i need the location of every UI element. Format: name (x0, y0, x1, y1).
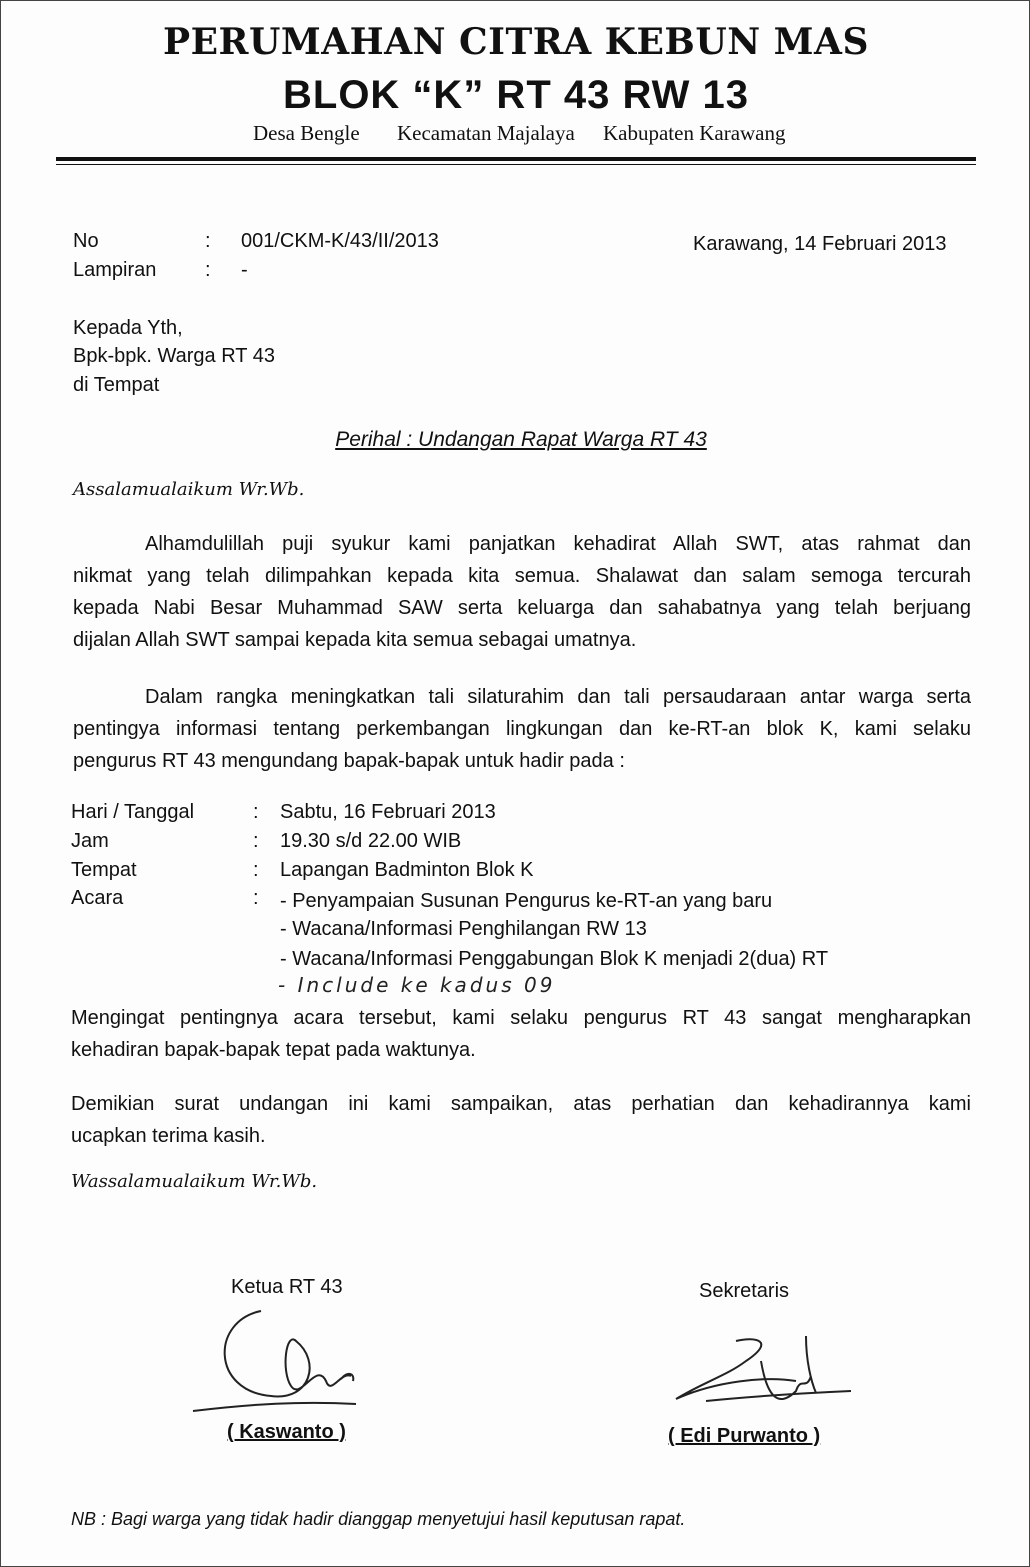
agenda-item: - Wacana/Informasi Penghilangan RW 13 (280, 918, 647, 940)
no-colon: : (205, 230, 211, 252)
footnote: NB : Bagi warga yang tidak hadir dianggap menyetujui hasil keputusan rapat. (71, 1509, 686, 1529)
paragraph-purpose-line: pentingya informasi tentang perkembangan lingkungan dan ke-RT-an blok K, kami selaku (73, 718, 971, 740)
paragraph-closing (71, 1088, 971, 1152)
no-value: 001/CKM-K/43/II/2013 (241, 230, 439, 252)
schedule-agenda-label: Acara (71, 887, 124, 909)
schedule-place-value: Lapangan Badminton Blok K (280, 859, 534, 881)
agenda-item: - Penyampaian Susunan Pengurus ke-RT-an yang baru (280, 890, 773, 912)
letterhead-village: Desa Bengle (253, 121, 360, 145)
paragraph-attendance-line: kehadiran bapak-bapak tepat pada waktunya. (71, 1039, 476, 1061)
schedule-colon: : (253, 859, 259, 881)
paragraph-purpose (73, 681, 971, 777)
lampiran-label: Lampiran (73, 259, 157, 281)
paragraph-opening-line: kepada Nabi Besar Muhammad SAW serta keluarga dan sahabatnya yang telah berjuang (73, 597, 971, 619)
letterhead-divider (56, 157, 976, 161)
letterhead-regency: Kabupaten Karawang (603, 121, 786, 145)
paragraph-closing-line: Demikian surat undangan ini kami sampaikan, atas perhatian dan kehadirannya kami (71, 1093, 971, 1115)
recipient-line2: Bpk-bpk. Warga RT 43 (73, 345, 275, 367)
letterhead-divider-thin (56, 164, 976, 165)
lampiran-colon: : (205, 259, 211, 281)
paragraph-opening-line: nikmat yang telah dilimpahkan kepada kita semua. Shalawat dan salam semoga tercurah (73, 565, 971, 587)
signature-right-title: Sekretaris (699, 1280, 790, 1302)
agenda-handwritten-item: - Include ke kadus 09 (278, 973, 556, 997)
lampiran-value: - (241, 259, 248, 281)
letterhead-subtitle: BLOK “K” RT 43 RW 13 (283, 73, 749, 117)
paragraph-purpose-line: pengurus RT 43 mengundang bapak-bapak untuk hadir pada : (73, 750, 625, 772)
paragraph-opening-line: Alhamdulillah puji syukur kami panjatkan kehadirat Allah SWT, atas rahmat dan (145, 533, 971, 555)
agenda-item: - Wacana/Informasi Penggabungan Blok K menjadi 2(dua) RT (280, 948, 829, 970)
schedule-place-label: Tempat (71, 859, 137, 881)
signature-left-name: ( Kaswanto ) (227, 1421, 346, 1443)
subject-line: Perihal : Undangan Rapat Warga RT 43 (335, 428, 707, 451)
signature-left-title: Ketua RT 43 (231, 1276, 343, 1298)
schedule-colon: : (253, 801, 259, 823)
no-label: No (73, 230, 99, 252)
signature-right-name: ( Edi Purwanto ) (668, 1425, 821, 1447)
paragraph-purpose-line: Dalam rangka meningkatkan tali silaturahim dan tali persaudaraan antar warga serta (145, 686, 971, 708)
closing-salutation: Wassalamualaikum Wr.Wb. (71, 1171, 318, 1192)
schedule-day-value: Sabtu, 16 Februari 2013 (280, 801, 496, 823)
paragraph-opening (73, 528, 971, 656)
place-date: Karawang, 14 Februari 2013 (693, 233, 947, 255)
schedule-colon: : (253, 830, 259, 852)
schedule-day-label: Hari / Tanggal (71, 801, 195, 823)
greeting: Assalamualaikum Wr.Wb. (73, 479, 305, 500)
letterhead-title: PERUMAHAN CITRA KEBUN MAS (163, 21, 869, 63)
letterhead-district: Kecamatan Majalaya (397, 121, 575, 145)
recipient-line1: Kepada Yth, (73, 317, 183, 339)
paragraph-attendance (71, 1002, 971, 1066)
paragraph-closing-line: ucapkan terima kasih. (71, 1125, 266, 1147)
paragraph-opening-line: dijalan Allah SWT sampai kepada kita semua sebagai umatnya. (73, 629, 637, 651)
signature-right-scribble (666, 1321, 866, 1431)
recipient-line3: di Tempat (73, 374, 160, 396)
schedule-time-value: 19.30 s/d 22.00 WIB (280, 830, 462, 852)
schedule-time-label: Jam (71, 830, 109, 852)
signature-left-scribble (191, 1301, 381, 1421)
paragraph-attendance-line: Mengingat pentingnya acara tersebut, kami selaku pengurus RT 43 sangat mengharapkan (71, 1007, 971, 1029)
schedule-colon: : (253, 887, 259, 909)
